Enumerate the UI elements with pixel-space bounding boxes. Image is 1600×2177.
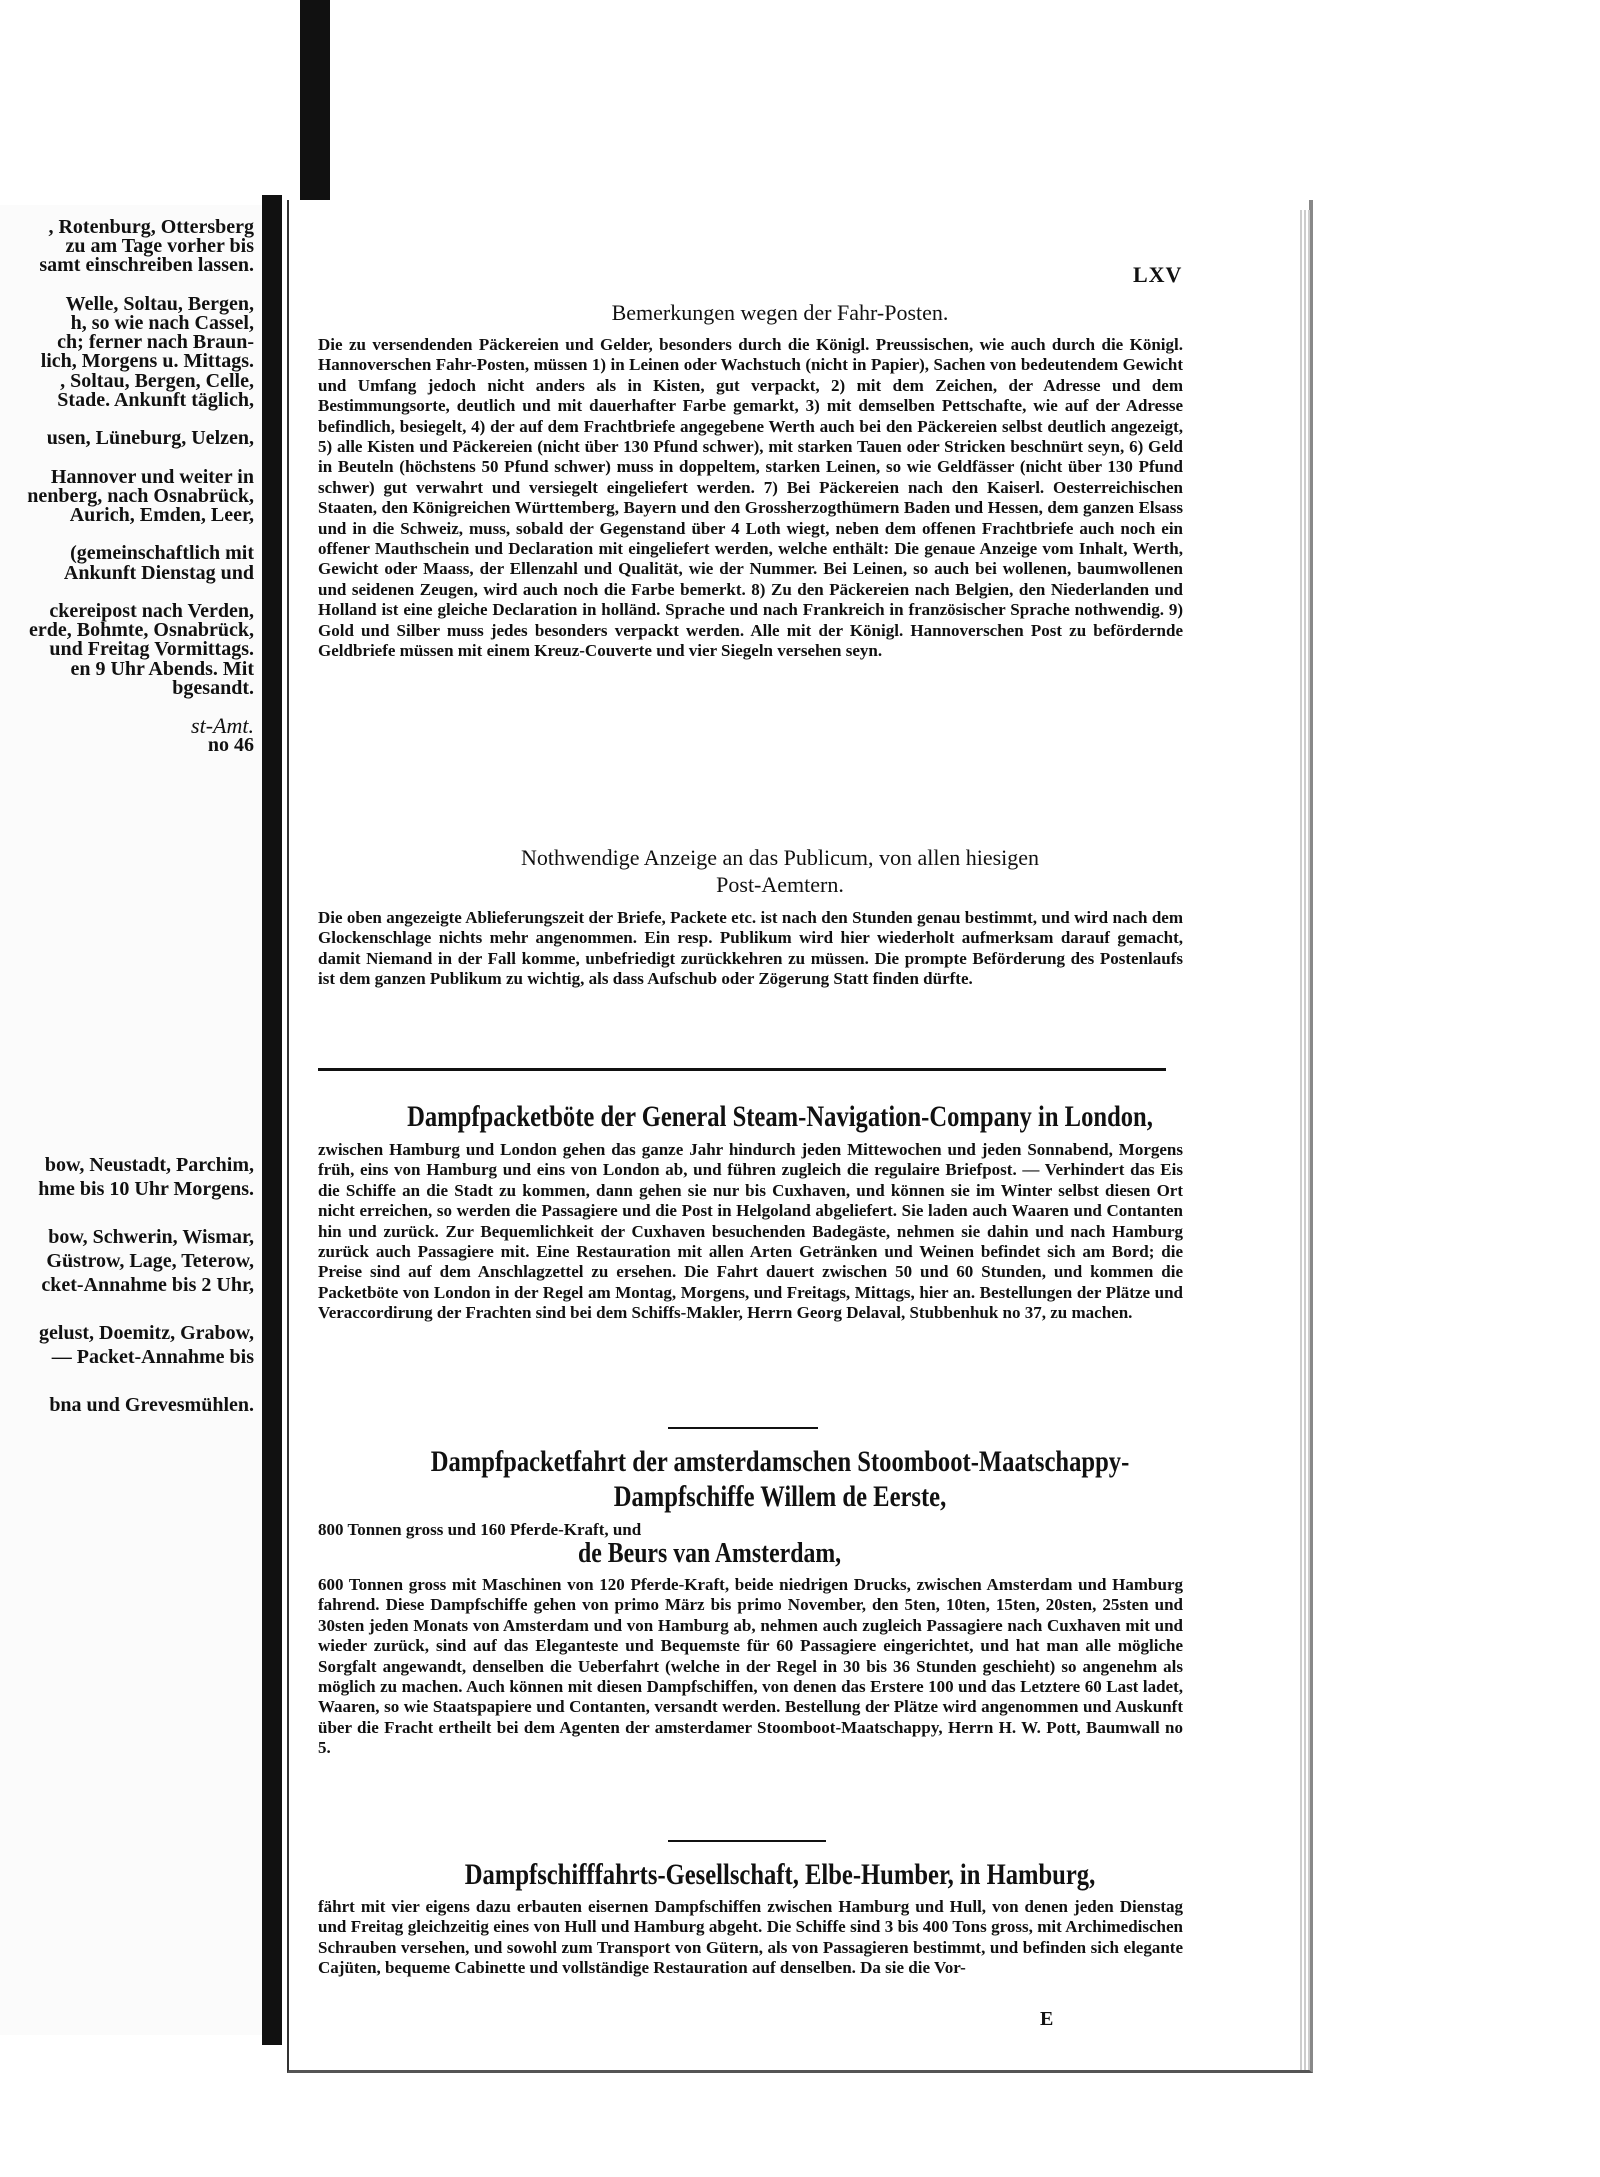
page-number: LXV [1133,262,1183,287]
left-column-line: , Rotenburg, Ottersberg [48,216,254,238]
left-column-line: — Packet-Annahme bis [51,1346,254,1368]
section4-title-line1: Dampfpacketfahrt der amsterdamschen Stoomboot-Maatschappy- [430,1445,1130,1478]
left-column-line: Güstrow, Lage, Teterow, [46,1250,254,1272]
left-column-line: en 9 Uhr Abends. Mit [70,657,254,680]
book-spine [262,195,282,2045]
left-column-line: bow, Neustadt, Parchim, [44,1154,254,1176]
left-column-line: h, so wie nach Cassel, [70,312,254,334]
left-column-line: und Freitag Vormittags. [49,638,254,661]
short-divider [668,1427,818,1429]
left-column-line: , Soltau, Bergen, Celle, [60,369,254,392]
left-column-line: Welle, Soltau, Bergen, [65,292,254,315]
short-divider-2 [668,1840,826,1842]
page-edge [1300,210,1310,2070]
left-column-line: cket-Annahme bis 2 Uhr, [41,1274,254,1296]
left-column-line: Stade. Ankunft täglich, [57,388,254,411]
section2-title-line1: Nothwendige Anzeige an das Publicum, von allen hiesigen [520,845,1040,870]
left-page-fragment [0,205,265,2035]
signature-mark: E [1040,2008,1054,2030]
section-divider [318,1068,1166,1071]
left-column-line: bow, Schwerin, Wismar, [48,1226,254,1248]
left-column-line: no 46 [207,734,254,757]
section4-sub1: 800 Tonnen gross und 160 Pferde-Kraft, und [318,1520,642,1539]
section4-title-line2: Dampfschiffe Willem de Eerste, [613,1480,947,1513]
left-column-line: nenberg, nach Osnabrück, [27,484,254,507]
left-column-line: (gemeinschaftlich mit [70,542,254,565]
book-spine-top [300,0,330,200]
left-column-line: lich, Morgens u. Mittags. [40,350,254,373]
left-column-line: samt einschreiben lassen. [39,254,254,277]
left-column-line: Hannover und weiter in [50,465,254,488]
left-column-line: hme bis 10 Uhr Morgens. [38,1178,254,1200]
left-column-line: Aurich, Emden, Leer, [69,504,254,526]
left-column-line: st-Amt. [191,713,254,739]
section1-text: Die zu versendenden Päckereien und Gelder, besonders durch die Königl. Preussischen, wie auch durch die Königl. Hannoverschen Fahr-Posten, müssen 1) in Leinen oder Wachstuch (nicht in Papier), Sachen von bedeutendem Gewicht und Umfang jedoch nicht anders als in Kisten, gut verpackt, 2) mit dem Zeichen, der Adresse und dem Bestimmungsorte, deutlich und mit dauerhafter Farbe gemarkt, 3) mit demselben Pettschafte, wie auf der Adresse befindlich, besiegelt, 4) der auf dem Frachtbriefe angegebene Werth auch bei den Päckereien selbst deutlich angezeigt, 5) alle Kisten und Päckereien (nicht über 130 Pfund schwer), mit starken Tauen oder Stricken beschnürt seyn, 6) Geld in Beuteln (höchstens 50 Pfund schwer) muss in doppeltem, starken Leinen, so wie Geldfässer (nicht über 130 Pfund schwer) gut verwahrt und versiegelt eingeliefert werden. 7) Bei Päckereien nach den Kaiserl. Oesterreichischen Staaten, den Königreichen Württemberg, Bayern und den Grossherzogthümern Baden und Hessen, dem ganzen Elsass und in die Schweiz, muss, sobald der Gegenstand über 4 Loth wiegt, neben dem offenen Frachtbriefe auch noch ein offener Mauthschein und Declaration mit eingeliefert werden, welche enthält: Die genaue Anzeige vom Inhalt, Werth, Gewicht oder Maass, der Ellenzahl und Qualität, wie der Nummer. Bei Leinen, so auch bei wollenen, baumwollenen und seidenen Zeugen, wird auch noch die Farbe bemerkt. 8) Zu den Päckereien nach Belgien, den Niederlanden und Holland ist eine gleiche Declaration in holländ. Sprache und nach Frankreich in französischer Sprache nothwendig. 9) Gold und Silber muss jedes besonders verpackt werden. Alle mit der Königl. Hannoverschen Post zu befördernde Geldbriefe müssen mit einem Kreuz-Couverte und vier Siegeln versehen seyn. [318,335,1183,661]
left-column-line: zu am Tage vorher bis [65,235,254,258]
section4-text: 600 Tonnen gross mit Maschinen von 120 Pferde-Kraft, beide niedrigen Drucks, zwischen Amsterdam und Hamburg fahrend. Diese Dampfschiffe gehen von primo März bis primo November, den 5ten, 10ten, 15ten, 20sten, 25sten und 30sten jeden Monats von Amsterdam und von Hamburg ab, nehmen auch zugleich Passagiere nach Cuxhaven mit und wieder zurück, sind auf das Eleganteste und Bequemste für 60 Passagiere eingerichtet, und hat man alle mögliche Sorgfalt angewandt, denselben die Ueberfahrt (welche in der Regel in 30 bis 36 Stunden geschieht) so angenehm als möglich zu machen. Auch können mit diesen Dampfschiffen, von denen das Erstere 100 und das Letztere 60 Last ladet, Waaren, so wie Staatspapiere und Contanten, versandt werden. Bestellung der Plätze wird angenommen und Auskunft über die Fracht ertheilt bei dem Agenten der amsterdamer Stoomboot-Maatschappy, Herrn H. W. Pott, Baumwall no 5. [318,1575,1183,1758]
left-column-line: gelust, Doemitz, Grabow, [39,1322,254,1344]
left-column-line: erde, Bohmte, Osnabrück, [29,619,254,642]
section1-title: Bemerkungen wegen der Fahr-Posten. [611,300,949,325]
left-column-line: usen, Lüneburg, Uelzen, [46,427,254,450]
left-column-line: bgesandt. [172,676,254,699]
left-column-line: Ankunft Dienstag und [63,561,254,584]
section2-text: Die oben angezeigte Ablieferungszeit der Briefe, Packete etc. ist nach den Stunden genau bestimmt, und wird nach dem Glockenschlage nichts mehr angenommen. Ein resp. Publikum wird hier wiederholt aufmerksam darauf gemacht, damit Niemand in der Fall komme, unbefriedigt zurückkehren zu müssen. Die prompte Beförderung des Postenlaufs ist dem ganzen Publikum zu wichtig, als dass Aufschub oder Zögerung Statt finden dürfte. [318,908,1183,989]
section5-text: fährt mit vier eigens dazu erbauten eisernen Dampfschiffen zwischen Hamburg und Hull, von denen jeden Dienstag und Freitag gleichzeitig eines von Hull und Hamburg abgeht. Die Schiffe sind 3 bis 400 Tons gross, mit Archimedischen Schrauben versehen, und sowohl zum Transport von Gütern, als von Passagieren bestimmt, und befinden sich elegante Cajüten, bequeme Cabinette und vollständige Restauration auf denselben. Da sie die Vor- [318,1897,1183,1978]
section4-title-line3: de Beurs van Amsterdam, [578,1538,842,1569]
left-column-line: bna und Grevesmühlen. [49,1394,254,1416]
section5-title: Dampfschifffahrts-Gesellschaft, Elbe-Humber, in Hamburg, [464,1858,1096,1891]
left-column-line: ckereipost nach Verden, [49,600,254,622]
section2-title-line2: Post-Aemtern. [716,872,844,897]
section3-title: Dampfpacketböte der General Steam-Navigation-Company in London, [407,1100,1153,1133]
left-column-line: ch; ferner nach Braun- [57,331,254,354]
section3-text: zwischen Hamburg und London gehen das ganze Jahr hindurch jeden Mittewochen und jeden Sonnabend, Morgens früh, eins von Hamburg und eins von London ab, und führen zugleich die regulaire Briefpost. — Verhindert das Eis die Schiffe an die Stadt zu kommen, dann gehen sie nur bis Cuxhaven, und können sie im Winter selbst diesen Ort nicht erreichen, so werden die Passagiere und die Post in Helgoland abgeliefert. Sie laden auch Waaren und Contanten hin und zurück. Zur Bequemlichkeit der Cuxhaven besuchenden Badegäste, nehmen sie dahin und nach Hamburg zurück auch Passagiere mit. Eine Restauration mit allen Arten Getränken und Weinen befindet sich am Bord; die Preise sind auf dem Anschlagzettel zu ersehen. Die Fahrt dauert zwischen 50 und 60 Stunden, und kommen die Packetböte von London in der Regel am Montag, Morgens, und Freitags, Mittags, hier an. Bestellungen der Plätze und Veraccordirung der Frachten sind bei dem Schiffs-Makler, Herrn Georg Delaval, Stubbenhuk no 37, zu machen. [318,1140,1183,1323]
